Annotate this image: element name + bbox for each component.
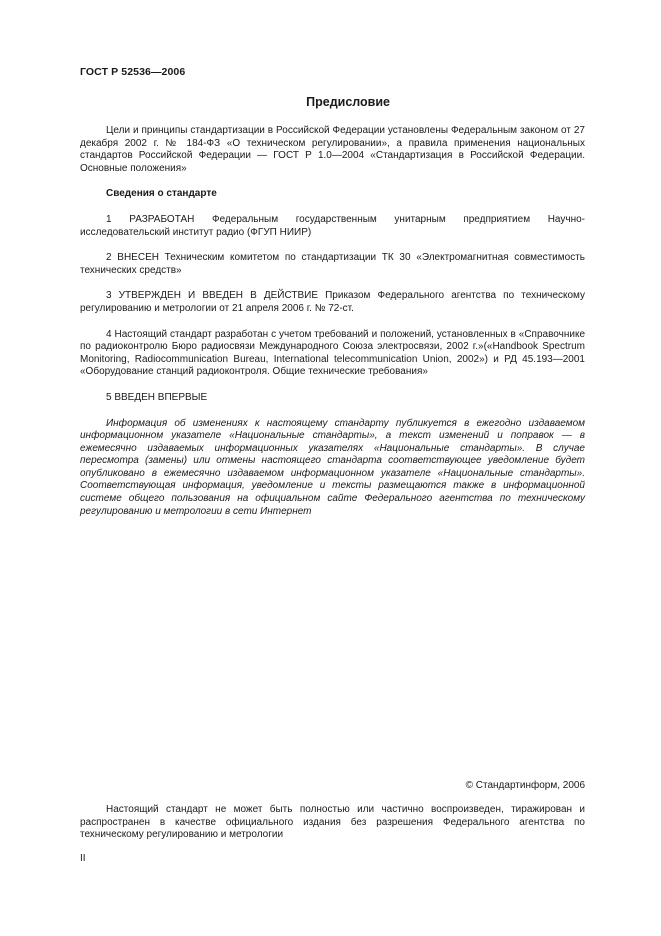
intro-paragraph: Цели и принципы стандартизации в Российской Федерации установлены Федеральным законом от 27 декабря 2002 г. № 184-ФЗ «О техническом регулировании», а правила применения национальных стандартов Российской Федерации — ГОСТ Р 1.0—2004 «Стандартизация в Российской Федерации. Основные положения» xyxy=(80,125,585,174)
page-number: II xyxy=(80,853,86,864)
section-heading: Сведения о стандарте xyxy=(106,188,217,200)
list-item: 4 Настоящий стандарт разработан с учетом требований и положений, установленных в «Справочнике по радиоконтролю Бюро радиосвязи Международного Союза электросвязи, 2002 г.»(«Handbook Spectrum Monitoring, Radiocommunication Bureau, International telecommunication Union, 2002») и РД 45.193—2001 «Оборудование станций радиоконтроля. Общие технические требования» xyxy=(80,328,585,378)
list-item: 1 РАЗРАБОТАН Федеральным государственным унитарным предприятием Научно-исследовательский институт радио (ФГУП НИИР) xyxy=(80,213,585,238)
copyright-line: © Стандартинформ, 2006 xyxy=(465,780,585,791)
reproduction-notice: Настоящий стандарт не может быть полностью или частично воспроизведен, тиражирован и распространен в качестве официального издания без разрешения Федерального агентства по техническому регулированию и метрологии xyxy=(80,804,585,841)
document-code: ГОСТ Р 52536—2006 xyxy=(80,66,186,78)
list-item: 5 ВВЕДЕН ВПЕРВЫЕ xyxy=(106,391,208,403)
info-note: Информация об изменениях к настоящему стандарту публикуется в ежегодно издаваемом информационном указателе «Национальные стандарты», а текст изменений и поправок — в ежемесячно издаваемых информационных указателях «Национальные стандарты». В случае пересмотра (замены) или отмены настоящего стандарта соответствующее уведомление будет опубликовано в ежемесячно издаваемом информационном указателе «Национальные стандарты». Соответствующая информация, уведомление и тексты размещаются также в информационной системе общего пользования на официальном сайте Федерального агентства по техническому регулированию и метрологии в сети Интернет xyxy=(80,417,585,517)
page-title-text: Предисловие xyxy=(306,95,390,109)
document-body xyxy=(80,125,585,518)
page-title xyxy=(80,95,585,109)
list-item: 3 УТВЕРЖДЕН И ВВЕДЕН В ДЕЙСТВИЕ Приказом Федерального агентства по техническому регулированию и метрологии от 21 апреля 2006 г. № 72-ст. xyxy=(80,290,585,314)
list-item: 2 ВНЕСЕН Техническим комитетом по стандартизации ТК 30 «Электромагнитная совместимость технических средств» xyxy=(80,252,585,276)
